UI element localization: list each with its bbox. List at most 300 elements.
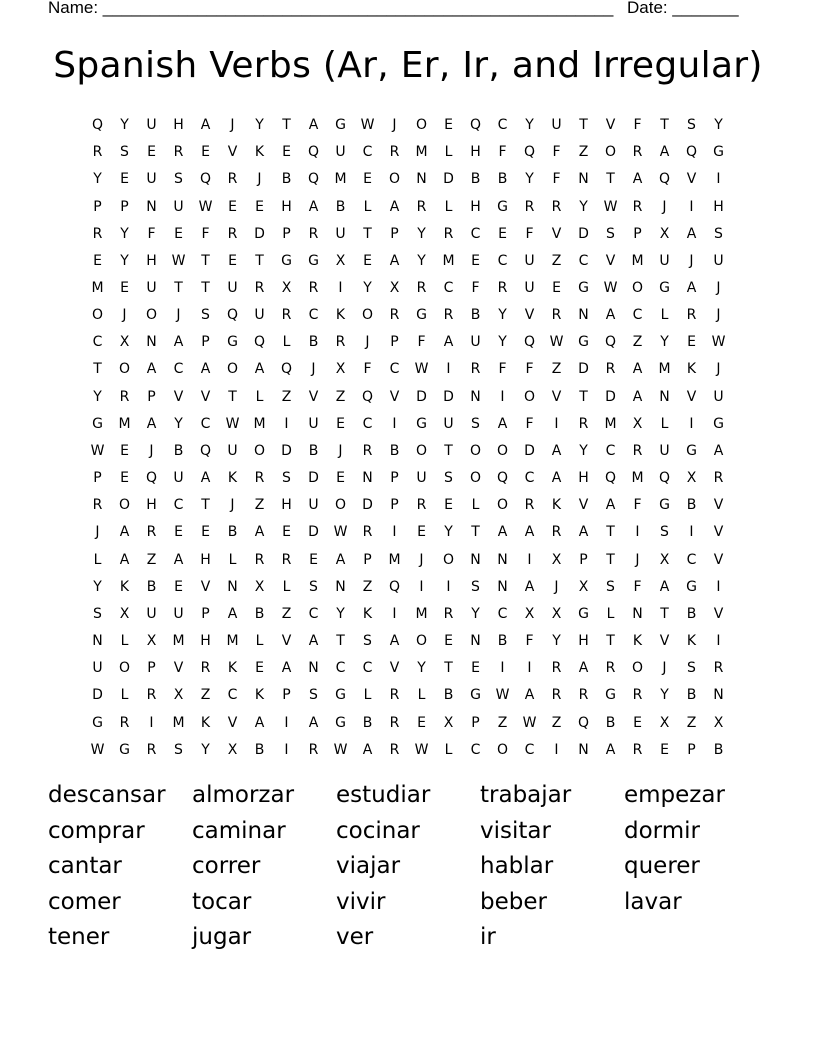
grid-letter: L [363,198,372,215]
grid-letter: X [335,361,346,378]
grid-letter: E [336,470,345,487]
grid-letter: K [362,605,373,622]
grid-letter: S [660,524,669,541]
grid-letter: T [363,225,372,242]
grid-letter: B [254,605,265,622]
grid-row [84,465,732,492]
grid-letter: A [713,442,724,459]
grid-letter: E [120,171,129,188]
grid-letter: E [417,524,426,541]
grid-letter: P [147,388,156,405]
grid-letter: W [711,334,726,351]
grid-letter: K [254,687,265,704]
grid-letter: T [174,280,183,297]
word-bank-item: tener [48,924,110,951]
grid-letter: U [524,252,535,269]
grid-letter: U [308,415,319,432]
grid-letter: W [225,415,240,432]
grid-letter: O [118,660,131,677]
word-bank-item: empezar [624,782,725,808]
grid-letter: Y [93,388,102,405]
grid-letter: L [444,144,453,161]
grid-letter: S [687,117,696,134]
grid-letter: E [444,117,453,134]
grid-letter: X [119,334,130,351]
grid-letter: O [145,307,158,324]
grid-letter: R [686,307,697,324]
grid-letter: G [335,714,346,731]
grid-letter: L [660,415,669,432]
grid-letter: N [632,605,643,622]
grid-letter: R [389,741,400,758]
grid-letter: A [119,551,130,568]
grid-letter: J [365,334,370,351]
grid-letter: E [552,280,561,297]
grid-letter: S [309,578,318,595]
grid-letter: R [92,144,103,161]
grid-letter: C [686,551,697,568]
grid-letter: F [633,117,642,134]
grid-letter: R [227,225,238,242]
grid-letter: U [713,388,724,405]
grid-letter: S [174,171,183,188]
grid-letter: R [578,687,589,704]
grid-letter: G [308,252,319,269]
grid-letter: J [311,361,316,378]
grid-letter: D [524,442,535,459]
grid-letter: R [443,225,454,242]
grid-letter: R [362,442,373,459]
grid-letter: V [227,714,238,731]
grid-letter: Z [281,388,292,405]
grid-letter: A [227,605,238,622]
grid-letter: R [389,144,400,161]
grid-letter: D [443,388,454,405]
grid-letter: A [686,280,697,297]
grid-row [84,411,732,438]
grid-letter: D [281,442,292,459]
grid-letter: E [120,442,129,459]
grid-letter: P [633,225,642,242]
grid-letter: W [522,714,537,731]
grid-letter: X [443,714,454,731]
grid-letter: K [335,307,346,324]
grid-letter: P [93,198,102,215]
grid-letter: U [335,225,346,242]
grid-letter: J [662,660,667,677]
grid-letter: G [578,280,589,297]
grid-letter: M [172,714,185,731]
grid-letter: C [470,741,481,758]
grid-letter: F [552,171,561,188]
grid-letter: J [635,551,640,568]
grid-letter: T [228,388,237,405]
grid-letter: M [172,633,185,650]
grid-letter: P [201,334,210,351]
grid-letter: Q [145,470,158,487]
grid-letter: U [443,415,454,432]
grid-letter: C [308,307,319,324]
grid-letter: I [500,660,505,677]
grid-letter: L [363,687,372,704]
grid-letter: R [92,497,103,514]
grid-letter: S [714,225,723,242]
grid-letter: N [146,198,157,215]
grid-letter: R [551,307,562,324]
grid-letter: U [659,252,670,269]
grid-letter: J [689,252,694,269]
grid-letter: D [578,225,589,242]
grid-letter: P [120,198,129,215]
grid-letter: I [284,415,289,432]
grid-letter: X [173,687,184,704]
grid-letter: Q [253,334,266,351]
grid-letter: O [496,741,509,758]
grid-letter: Q [91,117,104,134]
grid-letter: Y [201,741,210,758]
grid-letter: N [659,388,670,405]
grid-letter: D [92,687,103,704]
grid-letter: R [389,307,400,324]
grid-letter: E [228,198,237,215]
grid-letter: U [551,117,562,134]
grid-letter: Y [93,578,102,595]
grid-letter: T [255,252,264,269]
grid-letter: W [90,442,105,459]
grid-letter: U [146,171,157,188]
grid-letter: U [416,470,427,487]
grid-letter: U [227,280,238,297]
grid-letter: C [443,280,454,297]
grid-letter: E [282,144,291,161]
grid-letter: I [689,415,694,432]
grid-letter: X [632,415,643,432]
grid-letter: F [363,361,372,378]
grid-letter: J [149,442,154,459]
word-bank-item: estudiar [336,782,431,808]
grid-letter: V [200,388,211,405]
grid-letter: F [498,144,507,161]
grid-letter: Q [577,714,590,731]
grid-letter: U [146,280,157,297]
grid-letter: S [444,470,453,487]
grid-row [84,438,732,465]
grid-letter: L [255,388,264,405]
grid-letter: I [554,415,559,432]
grid-letter: Q [307,171,320,188]
grid-letter: T [606,524,615,541]
grid-letter: B [497,171,508,188]
word-bank-item: visitar [480,817,551,844]
grid-letter: O [334,497,347,514]
grid-letter: E [174,524,183,541]
grid-letter: I [635,524,640,541]
grid-letter: D [578,361,589,378]
grid-letter: Z [632,334,643,351]
grid-letter: Y [417,660,426,677]
grid-letter: Q [307,144,320,161]
word-bank-item: ver [336,924,374,951]
grid-letter: B [497,633,508,650]
grid-letter: F [525,633,534,650]
grid-letter: A [659,144,670,161]
grid-letter: L [228,551,237,568]
grid-letter: Y [120,225,129,242]
word-bank [48,778,768,956]
grid-letter: R [416,497,427,514]
grid-letter: C [497,605,508,622]
grid-letter: R [713,470,724,487]
word-bank-item: caminar [192,817,286,844]
grid-letter: V [200,578,211,595]
grid-row [84,519,732,546]
grid-letter: Z [335,388,346,405]
grid-letter: R [281,307,292,324]
grid-letter: D [605,388,616,405]
grid-row [84,682,732,709]
grid-letter: A [308,714,319,731]
grid-letter: A [551,442,562,459]
grid-letter: B [281,171,292,188]
grid-letter: R [551,524,562,541]
grid-letter: I [689,198,694,215]
grid-row [84,302,732,329]
grid-letter: F [525,415,534,432]
grid-letter: E [93,252,102,269]
grid-letter: C [605,442,616,459]
grid-letter: V [713,524,724,541]
grid-letter: G [659,497,670,514]
grid-letter: N [578,741,589,758]
grid-letter: X [119,605,130,622]
grid-letter: O [361,307,374,324]
grid-letter: L [282,334,291,351]
grid-letter: O [442,551,455,568]
grid-letter: E [444,633,453,650]
grid-letter: U [173,605,184,622]
grid-letter: U [92,660,103,677]
grid-letter: B [362,714,373,731]
grid-letter: V [173,660,184,677]
grid-letter: A [578,524,589,541]
grid-letter: Q [685,144,698,161]
grid-letter: V [713,605,724,622]
grid-row [84,248,732,275]
grid-letter: D [443,171,454,188]
grid-letter: E [417,714,426,731]
grid-letter: M [415,605,428,622]
grid-letter: R [308,741,319,758]
grid-letter: I [284,714,289,731]
grid-letter: N [335,578,346,595]
grid-letter: L [120,687,129,704]
grid-letter: T [606,551,615,568]
grid-letter: P [390,470,399,487]
grid-letter: D [254,225,265,242]
grid-letter: I [716,578,721,595]
grid-letter: C [578,252,589,269]
grid-letter: A [578,660,589,677]
grid-letter: L [606,605,615,622]
grid-letter: G [713,415,724,432]
grid-letter: R [362,524,373,541]
grid-letter: D [308,524,319,541]
grid-letter: W [603,198,618,215]
grid-letter: X [551,551,562,568]
grid-letter: E [147,144,156,161]
grid-letter: D [308,470,319,487]
grid-letter: O [118,497,131,514]
grid-letter: A [146,415,157,432]
grid-letter: R [713,660,724,677]
grid-letter: B [308,334,319,351]
grid-letter: R [389,687,400,704]
grid-letter: T [444,442,453,459]
grid-row [84,384,732,411]
grid-letter: R [578,415,589,432]
grid-letter: R [227,171,238,188]
grid-letter: S [201,307,210,324]
grid-letter: W [603,280,618,297]
grid-letter: O [631,660,644,677]
word-bank-item: trabajar [480,782,572,808]
grid-letter: R [632,198,643,215]
grid-letter: O [496,442,509,459]
grid-letter: X [659,225,670,242]
grid-letter: S [282,470,291,487]
grid-letter: W [171,252,186,269]
grid-letter: W [90,741,105,758]
grid-letter: Z [686,714,697,731]
grid-letter: R [389,714,400,731]
grid-letter: S [120,144,129,161]
grid-row [84,193,732,220]
word-bank-item: hablar [480,853,554,880]
grid-letter: O [415,442,428,459]
grid-letter: A [254,361,265,378]
grid-letter: A [389,198,400,215]
grid-letter: N [308,660,319,677]
grid-letter: M [226,633,239,650]
grid-letter: O [469,470,482,487]
grid-letter: B [713,741,724,758]
grid-letter: Q [361,388,374,405]
grid-letter: A [254,714,265,731]
grid-letter: U [254,307,265,324]
grid-letter: Y [93,171,102,188]
grid-letter: G [686,442,697,459]
grid-letter: W [495,687,510,704]
grid-letter: O [523,388,536,405]
grid-letter: T [606,633,615,650]
grid-letter: L [471,497,480,514]
grid-row [84,628,732,655]
grid-letter: B [254,741,265,758]
grid-letter: O [118,361,131,378]
grid-letter: H [281,497,292,514]
grid-letter: C [92,334,103,351]
grid-letter: E [255,198,264,215]
grid-letter: Q [523,144,536,161]
grid-letter: G [686,578,697,595]
grid-letter: A [605,741,616,758]
grid-letter: O [496,497,509,514]
grid-letter: X [551,605,562,622]
grid-letter: V [308,388,319,405]
grid-letter: A [335,551,346,568]
grid-letter: P [93,470,102,487]
grid-letter: Z [200,687,211,704]
grid-letter: A [362,741,373,758]
grid-letter: R [632,741,643,758]
grid-letter: Q [658,171,671,188]
grid-letter: C [200,415,211,432]
grid-letter: E [120,470,129,487]
grid-letter: O [415,633,428,650]
grid-letter: T [579,117,588,134]
grid-letter: U [227,442,238,459]
grid-row [84,221,732,248]
grid-letter: S [606,578,615,595]
grid-letter: U [146,117,157,134]
grid-letter: S [471,578,480,595]
grid-letter: M [604,415,617,432]
grid-letter: M [91,280,104,297]
grid-letter: R [605,660,616,677]
grid-row [84,166,732,193]
grid-letter: E [660,741,669,758]
grid-letter: J [257,171,262,188]
grid-letter: C [497,117,508,134]
grid-letter: E [633,714,642,731]
grid-letter: G [92,714,103,731]
grid-letter: A [686,225,697,242]
grid-letter: N [497,578,508,595]
grid-letter: A [173,334,184,351]
grid-letter: R [605,361,616,378]
grid-letter: A [605,497,616,514]
grid-letter: L [417,687,426,704]
grid-row [84,492,732,519]
grid-letter: Y [579,442,588,459]
grid-letter: I [554,741,559,758]
grid-letter: A [443,334,454,351]
grid-letter: E [363,252,372,269]
grid-letter: J [176,307,181,324]
grid-letter: R [119,714,130,731]
grid-letter: R [335,334,346,351]
grid-letter: S [174,741,183,758]
grid-letter: Q [280,361,293,378]
grid-letter: G [335,687,346,704]
grid-letter: L [255,633,264,650]
grid-letter: N [362,470,373,487]
grid-letter: M [658,361,671,378]
word-bank-item: dormir [624,817,700,844]
grid-letter: S [606,225,615,242]
grid-letter: Q [604,470,617,487]
grid-letter: P [390,497,399,514]
grid-letter: E [687,334,696,351]
grid-letter: A [389,633,400,650]
grid-letter: A [308,117,319,134]
grid-letter: Y [498,307,507,324]
grid-letter: E [201,524,210,541]
grid-row [84,329,732,356]
grid-letter: R [470,361,481,378]
grid-letter: I [392,524,397,541]
grid-letter: J [716,280,721,297]
